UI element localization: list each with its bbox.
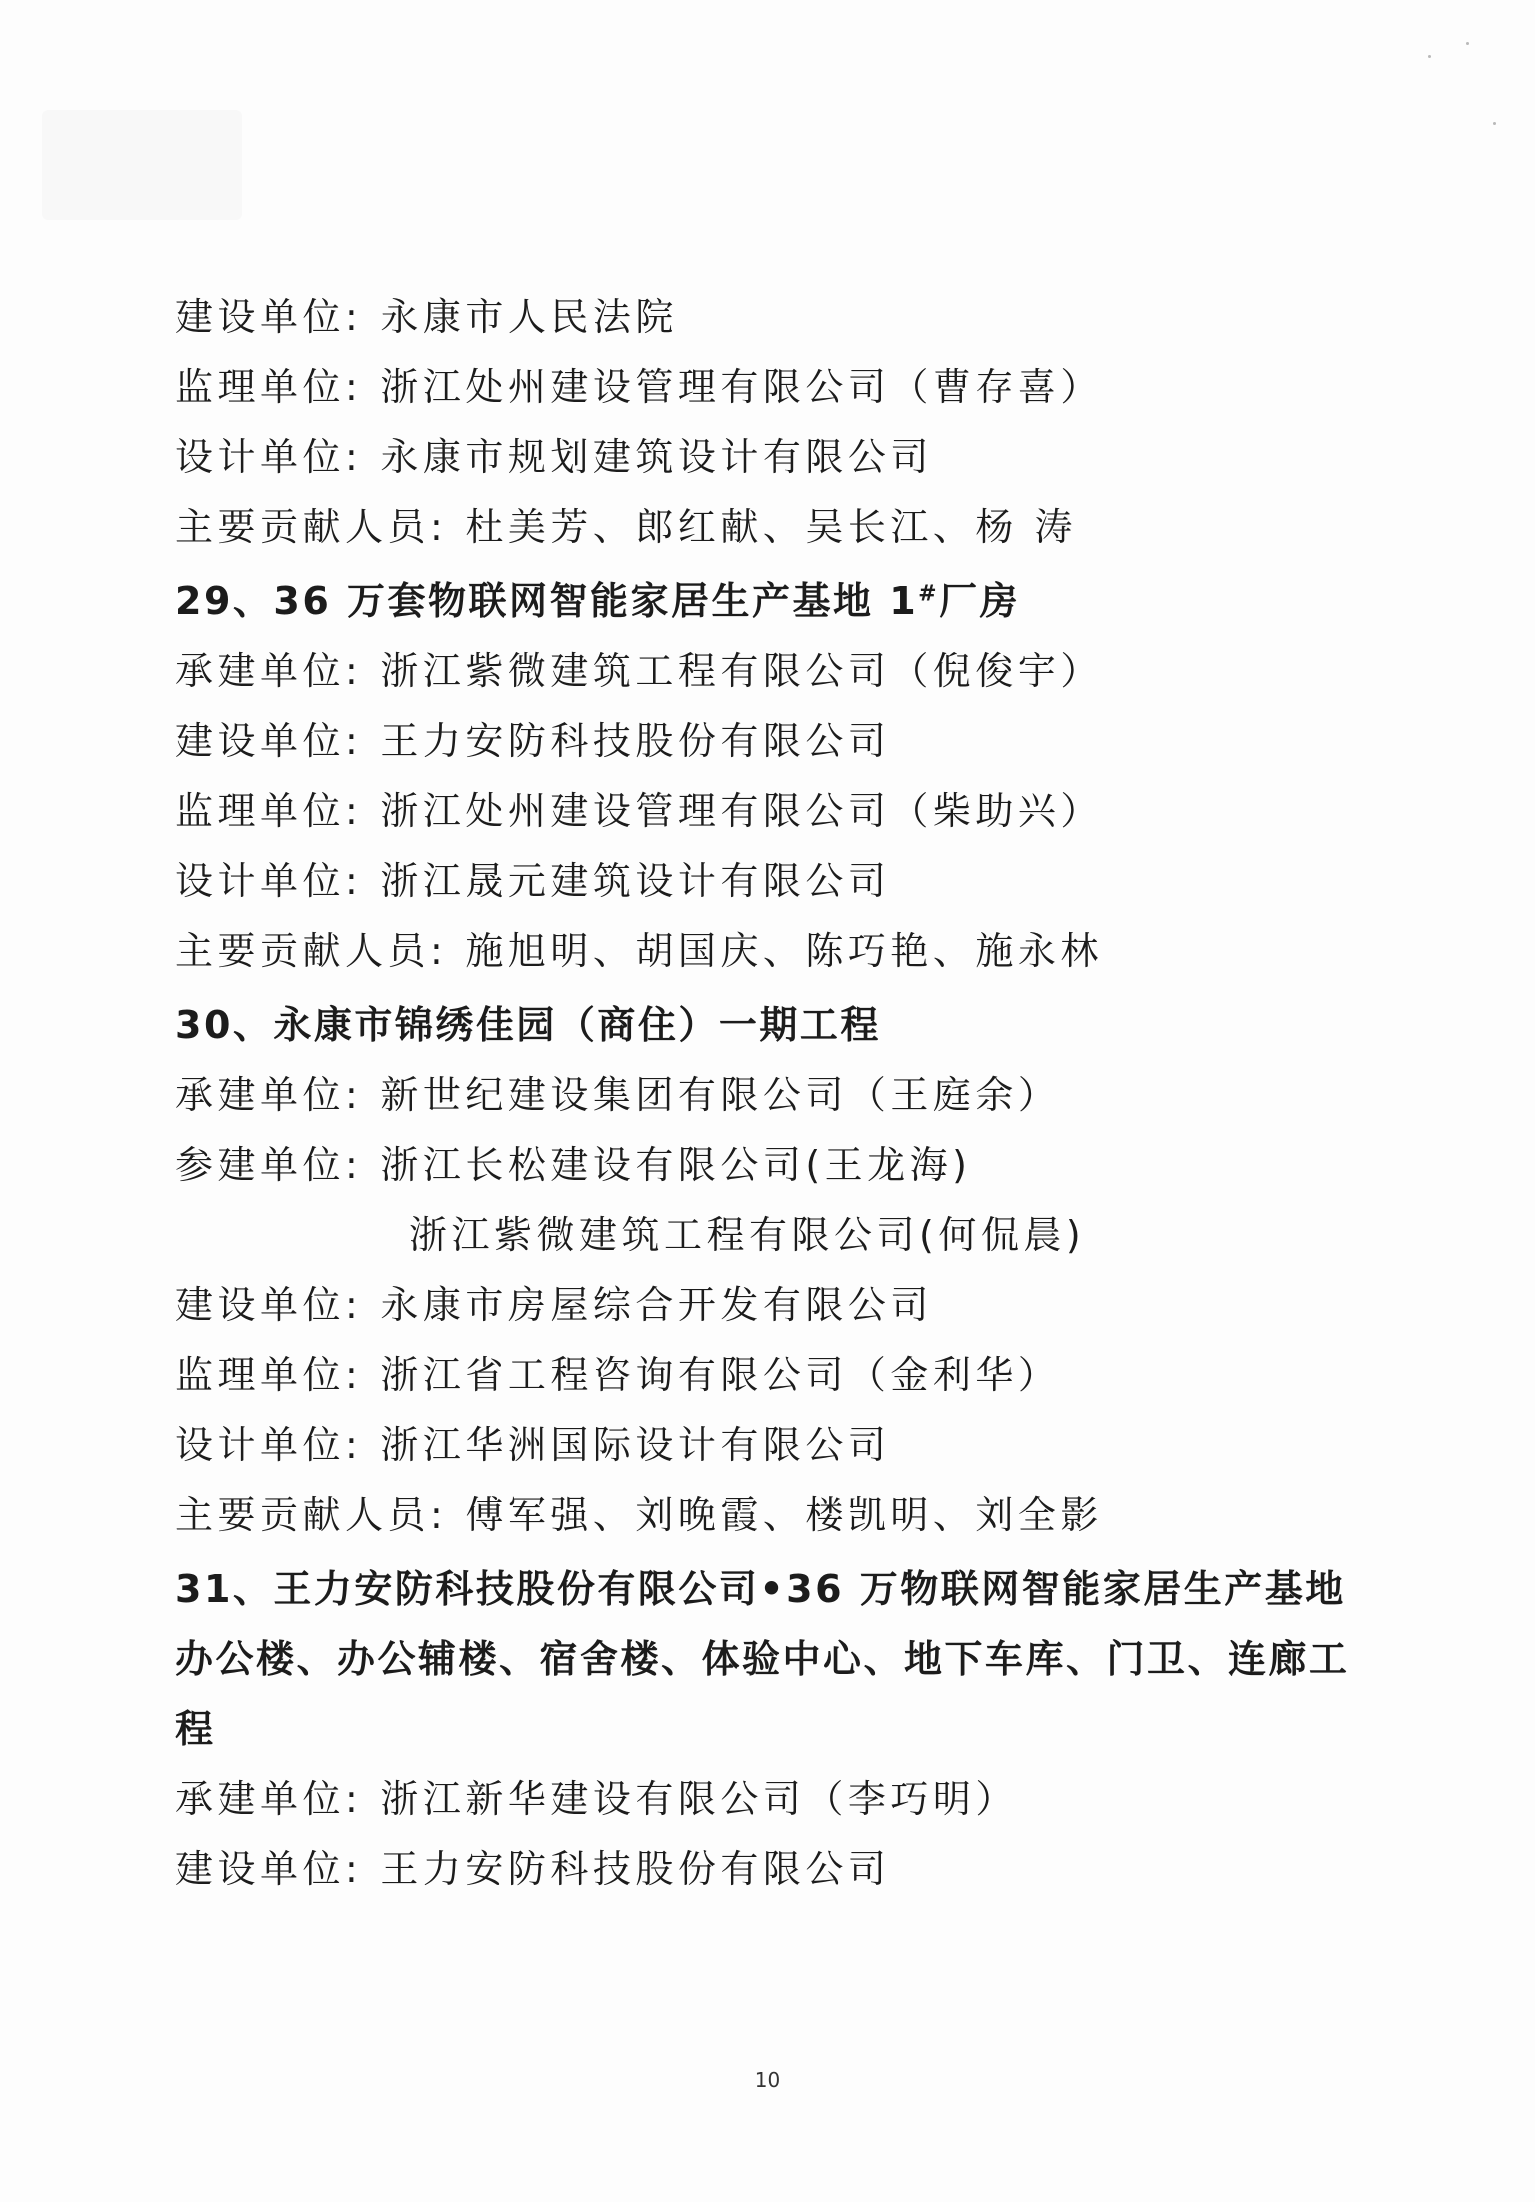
detail-line [175,422,1375,492]
detail-label: 建设单位: [175,1847,363,1891]
detail-line [175,352,1375,422]
detail-line [175,1410,1375,1480]
detail-value: 新世纪建设集团有限公司（王庭余） [380,1073,1061,1117]
detail-value: 王力安防科技股份有限公司 [380,719,891,763]
detail-value: 浙江新华建设有限公司（李巧明） [380,1777,1018,1821]
detail-line [175,282,1375,352]
detail-label: 承建单位: [175,649,363,693]
detail-line [175,776,1375,846]
detail-line [175,1270,1375,1340]
project-title: 30、永康市锦绣佳园（商住）一期工程 [175,1003,881,1047]
detail-value: 王力安防科技股份有限公司 [380,1847,891,1891]
detail-line [175,1834,1375,1904]
scan-speck [1466,42,1469,45]
detail-line-continuation [175,1200,1375,1270]
detail-line [175,1340,1375,1410]
project-30 [175,990,1375,1550]
detail-value: 永康市人民法院 [380,295,678,339]
project-29 [175,566,1375,986]
detail-value: 浙江省工程咨询有限公司（金利华） [380,1353,1061,1397]
project-28-details [175,282,1375,562]
detail-line [175,1060,1375,1130]
detail-label: 监理单位: [175,1353,363,1397]
detail-line [175,706,1375,776]
project-title-tail: 厂房 [939,579,1021,623]
detail-value: 施旭明、胡国庆、陈巧艳、施永林 [465,929,1103,973]
detail-label: 承建单位: [175,1073,363,1117]
detail-line [175,636,1375,706]
detail-value: 永康市房屋综合开发有限公司 [380,1283,933,1327]
project-title-sup: # [918,581,940,607]
detail-value: 永康市规划建筑设计有限公司 [380,435,933,479]
scan-speck [1428,55,1431,58]
project-31 [175,1554,1375,1904]
detail-label: 主要贡献人员: [175,505,448,549]
detail-label: 建设单位: [175,1283,363,1327]
detail-label: 设计单位: [175,435,363,479]
detail-line [175,846,1375,916]
detail-label: 承建单位: [175,1777,363,1821]
detail-line [175,916,1375,986]
detail-value: 杜美芳、郎红献、吴长江、杨 涛 [465,505,1077,549]
project-title [175,566,1375,636]
detail-label: 主要贡献人员: [175,1493,448,1537]
detail-label: 建设单位: [175,719,363,763]
detail-label: 监理单位: [175,789,363,833]
project-title-text: 29、36 万套物联网智能家居生产基地 1 [175,579,919,623]
page-number: 10 [754,2068,781,2092]
detail-value: 浙江紫微建筑工程有限公司(何侃晨) [409,1213,1086,1257]
detail-label: 设计单位: [175,1423,363,1467]
detail-label: 主要贡献人员: [175,929,448,973]
detail-value: 傅军强、刘晚霞、楼凯明、刘全影 [465,1493,1103,1537]
detail-label: 建设单位: [175,295,363,339]
detail-line [175,1130,1375,1200]
detail-value: 浙江处州建设管理有限公司（柴助兴） [380,789,1103,833]
detail-value: 浙江华洲国际设计有限公司 [380,1423,891,1467]
detail-line [175,492,1375,562]
project-title: 31、王力安防科技股份有限公司•36 万物联网智能家居生产基地办公楼、办公辅楼、宿舍楼、体验中心、地下车库、门卫、连廊工程 [175,1567,1350,1751]
detail-line [175,1480,1375,1550]
detail-label: 参建单位: [175,1143,363,1187]
detail-value: 浙江紫微建筑工程有限公司（倪俊宇） [380,649,1103,693]
document-body [175,282,1375,1904]
detail-line [175,1764,1375,1834]
detail-value: 浙江处州建设管理有限公司（曹存喜） [380,365,1103,409]
detail-value: 浙江长松建设有限公司(王龙海) [380,1143,972,1187]
detail-label: 监理单位: [175,365,363,409]
detail-value: 浙江晟元建筑设计有限公司 [380,859,891,903]
scan-speck [1493,122,1496,125]
scan-artifact [42,110,242,220]
detail-label: 设计单位: [175,859,363,903]
